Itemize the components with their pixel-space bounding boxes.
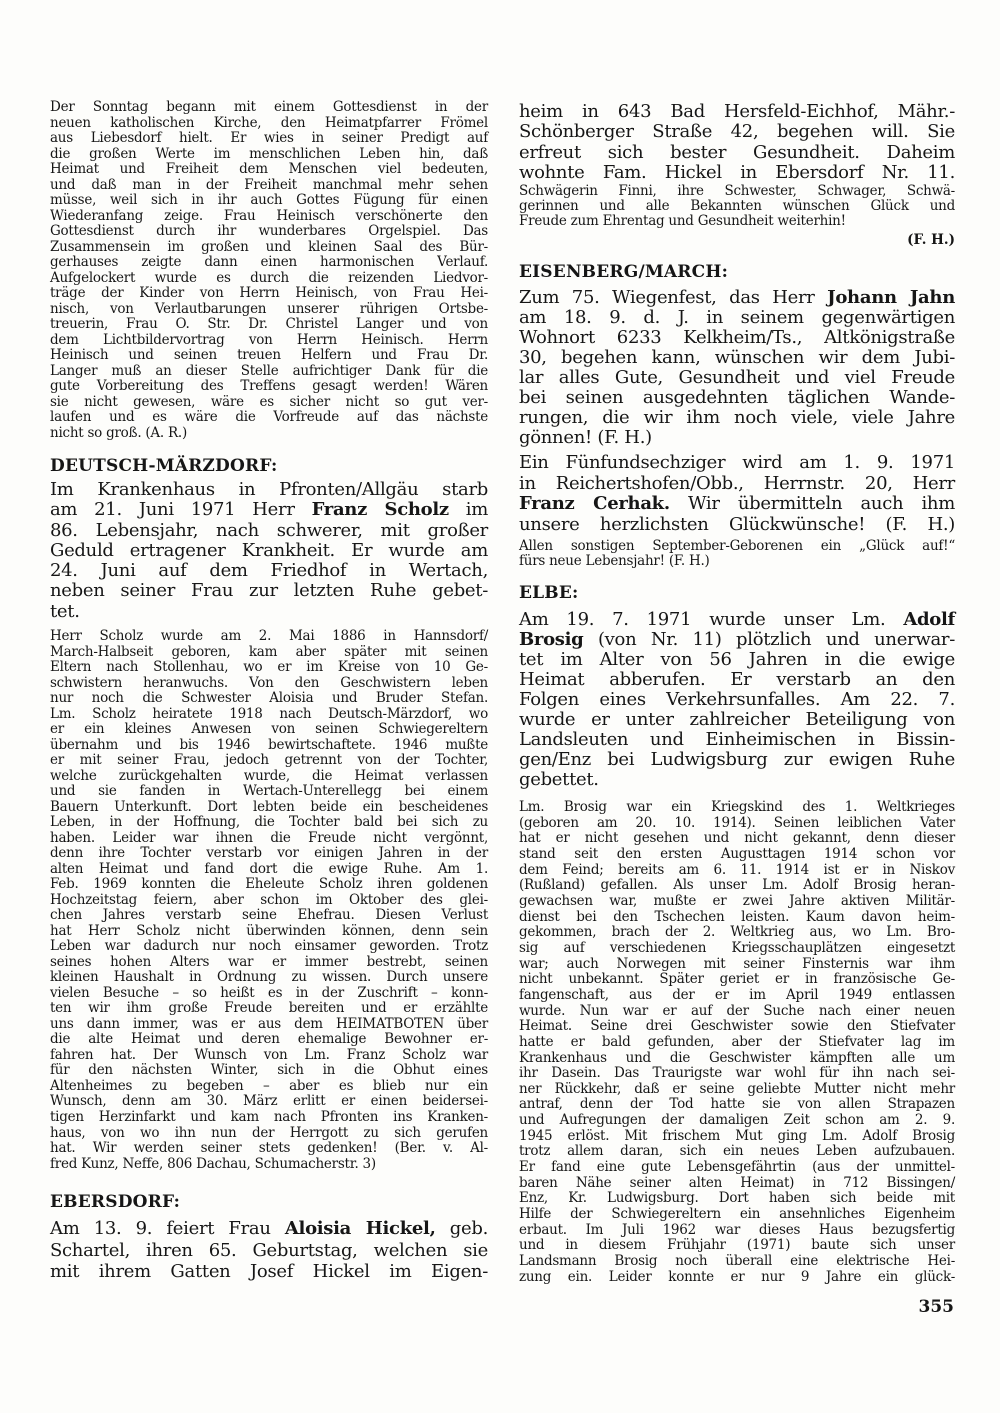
text-line: Folgen eines Verkehrsunfalles. Am 22. 7. — [519, 689, 955, 710]
text-line: fred Kunz, Neffe, 806 Dachau, Schumacherstr. 3) — [50, 1155, 376, 1172]
text-line: Wiederanfang zeige. Frau Heinisch verschönerte den — [50, 207, 488, 224]
paragraph-september-wishes — [519, 539, 955, 569]
text-line: gekommen, brach der 2. Weltkrieg aus, wo Lm. Bro- — [519, 924, 955, 941]
text-line: wurde. Nun war er auf der Suche nach einer neuen — [519, 1002, 955, 1019]
text-line: dem Lichtbildervortrag von Herrn Heinisch. Herrn — [50, 331, 488, 348]
section-heading-elbe: ELBE: — [519, 583, 579, 603]
text-line: Im Krankenhaus in Pfronten/Allgäu starb — [50, 479, 488, 500]
text-line: und daß man in der Freiheit manchmal mehr sehen — [50, 176, 488, 193]
author-signature: (F. H.) — [907, 232, 955, 248]
text-line: Schönberger Straße 42, begehen will. Sie — [519, 121, 955, 143]
text-line: neuen katholischen Kirche, den Heimatpfarrer Frömel — [50, 114, 488, 131]
text-line: tet. — [50, 600, 80, 622]
text-line: (Rußland) gefallen. Als unser Lm. Adolf Brosig heran- — [519, 877, 955, 894]
text-line: Heimat abberufen. Er verstarb an den — [519, 669, 955, 690]
text-line: Heimat. Seine drei Geschwister sowie den Stiefvater — [519, 1018, 955, 1035]
text-line: Herr Scholz wurde am 2. Mai 1886 in Hannsdorf/ — [50, 628, 488, 644]
text-line: unsere herzlichsten Glückwünsche! (F. H.) — [519, 514, 955, 536]
text-line: Wohnort 6233 Kelkheim/Ts., Altkönigstraße — [519, 327, 955, 348]
text-line: Zum 75. Wiegenfest, das Herr Johann Jahn — [519, 287, 955, 308]
text-line: mit ihrem Gatten Josef Hickel im Eigen- — [50, 1261, 488, 1282]
text-line: wohnte Fam. Hickel in Ebersdorf Nr. 11. — [519, 161, 955, 183]
text-line: Eltern nach Stollenhau, wo er im Kreise von 10 Ge- — [50, 659, 488, 676]
text-line: gönnen! (F. H.) — [519, 427, 652, 448]
text-line: hatte er bald gefunden, aber der Stiefvater lag im — [519, 1033, 955, 1050]
text-line: wurde er unter zahlreicher Beteiligung von — [519, 709, 955, 730]
text-line: hat Herr Scholz nicht überwinden können, denn sein — [50, 922, 488, 939]
text-line: nicht so groß. (A. R.) — [50, 424, 187, 441]
text-line: übernahm und bis 1946 bewirtschaftete. 1946 mußte — [50, 736, 488, 753]
text-line: erbaut. Im Juli 1962 war dieses Haus bezugsfertig — [519, 1221, 955, 1238]
text-line: gerinnen und alle Bekannten wünschen Glück und — [519, 198, 955, 214]
text-line: nisch, von Verlautbarungen unserer rührigen Ortsbe- — [50, 300, 488, 317]
text-line: Brosig (von Nr. 11) plötzlich und unerwar- — [519, 629, 955, 650]
text-line: chen Jahres verstarb seine Ehefrau. Diesen Verlust — [50, 907, 488, 924]
text-line: Langer muß an dieser Stelle aufrichtiger Dank für die — [50, 362, 488, 379]
text-line: treuerin, Frau O. Str. Dr. Christel Langer und von — [50, 316, 488, 332]
text-line: aus Liebesdorf hielt. Er wies in seiner Predigt auf — [50, 130, 488, 146]
text-line: Schwägerin Finni, ihre Schwester, Schwager, Schwä- — [519, 183, 955, 199]
paragraph-birthday-cerhak — [519, 453, 955, 536]
text-line: die großen Werte im menschlichen Leben hin, daß — [50, 145, 488, 162]
text-line: denn ihre Tochter verstarb vor einigen Jahren in der — [50, 845, 488, 862]
text-line: Leben war dadurch nur noch einsamer geworden. Trotz — [50, 938, 488, 955]
text-line: nur noch die Schwester Aloisia und Bruder Stefan. — [50, 690, 488, 707]
text-line: erfreut sich bester Gesundheit. Daheim — [519, 141, 955, 163]
text-line: neben seiner Frau zur letzten Ruhe gebet- — [50, 580, 488, 602]
paragraph-brosig-biography — [519, 800, 955, 1285]
text-line: haus, von wo ihn nun der Herrgott zu sich gerufen — [50, 1124, 488, 1141]
text-line: fürs neue Lebensjahr! (F. H.) — [519, 553, 710, 569]
text-line: und sie fanden in Wertach-Unterellegg bei einem — [50, 783, 488, 800]
text-line: und in diesem Frühjahr (1971) baute sich unser — [519, 1237, 955, 1254]
text-line: Heinisch und seinen treuen Helfern und Frau Dr. — [50, 347, 488, 363]
text-line: und Aufregungen der damaligen Zeit schon am 2. 9. — [519, 1112, 955, 1129]
paragraph-obituary-scholz — [50, 480, 488, 622]
section-heading-eisenberg-march: EISENBERG/MARCH: — [519, 262, 729, 282]
text-line: Zusammensein im großen und kleinen Saal des Bür- — [50, 238, 488, 255]
text-line: bei seinen ausgedehnten täglichen Wande- — [519, 387, 955, 408]
text-line: 24. Juni auf dem Friedhof in Wertach, — [50, 560, 488, 582]
text-line: 86. Lebensjahr, nach schwerer, mit großer — [50, 519, 488, 541]
paragraph-hickel-wishes — [519, 184, 955, 229]
text-line: 30, begehen kann, wünschen wir dem Jubi- — [519, 347, 955, 368]
text-line: Gottesdienst durch ihr wunderbares Orgelspiel. Das — [50, 223, 488, 239]
text-line: Leben, in der Hoffnung, die Tochter bald bei sich zu — [50, 814, 488, 831]
section-heading-ebersdorf: EBERSDORF: — [50, 1192, 181, 1212]
text-line: zung ein. Leider konnte er nur 9 Jahre ein glück- — [519, 1268, 955, 1285]
text-line: fangenschaft, aus der er im April 1949 entlassen — [519, 986, 955, 1003]
text-line: Franz Cerhak. Wir übermitteln auch ihm — [519, 493, 955, 515]
text-line: die alte Heimat und deren ehemalige Bewohner er- — [50, 1031, 488, 1048]
text-line: Lm. Brosig war ein Kriegskind des 1. Weltkrieges — [519, 799, 955, 815]
text-line: 1945 erlöst. Mit frischem Mut ging Lm. Adolf Brosig — [519, 1127, 955, 1144]
text-line: gute Vorbereitung des Treffens gesagt werden! Wären — [50, 378, 488, 394]
text-line: gewachsen war, mußte er zwei Jahre aktiven Militär- — [519, 892, 955, 909]
text-line: Er fand eine gute Lebensgefährtin (aus der unmittel- — [519, 1159, 955, 1176]
text-line: Altenheimes zu begeben – aber es blieb nur ein — [50, 1077, 488, 1094]
text-line: antraf, denn der Tod hatte sie von allen Strapazen — [519, 1096, 955, 1113]
text-line: Heimat und Freiheit dem Menschen viel bedeuten, — [50, 161, 488, 177]
text-line: fahren hat. Der Wunsch von Lm. Franz Scholz war — [50, 1046, 488, 1063]
text-line: March-Halbseit geboren, kam aber später mit seinen — [50, 643, 488, 660]
paragraph-birthday-hickel — [50, 1218, 488, 1283]
text-line: in Reichertshofen/Obb., Herrnstr. 20, Herr — [519, 472, 955, 494]
text-line: Schartel, ihren 65. Geburtstag, welchen sie — [50, 1239, 488, 1261]
page-number: 355 — [918, 1297, 954, 1317]
text-line: er ein kleines Anwesen von seinen Schwiegereltern — [50, 721, 488, 738]
text-line: er mit seiner Frau, jedoch getrennt von der Tochter, — [50, 752, 488, 769]
text-line: Ein Fünfundsechziger wird am 1. 9. 1971 — [519, 452, 955, 473]
text-line: Lm. Scholz heiratete 1918 nach Deutsch-Märzdorf, wo — [50, 705, 488, 722]
text-line: Landsmann Brosig noch überall eine elektrische Hei- — [519, 1253, 955, 1270]
text-line: vielen Besuche – so heißt es in der Zuschrift – konn- — [50, 984, 488, 1001]
text-line: seines hohen Alters war er immer bestrebt, seinen — [50, 953, 488, 970]
text-line: ten wir ihm große Freude bereiten und er erzählte — [50, 1000, 488, 1017]
text-line: haben. Leider war ihnen die Freude nicht vergönnt, — [50, 829, 488, 846]
text-line: ner Rückkehr, daß er seine geliebte Mutter nicht mehr — [519, 1080, 955, 1097]
text-line: heim in 643 Bad Hersfeld-Eichhof, Mähr.- — [519, 101, 955, 122]
text-line: hat. Wir werden seiner stets gedenken! (Ber. v. Al- — [50, 1140, 488, 1157]
text-line: Bauern Unterkunft. Dort lebten beide ein bescheidenes — [50, 798, 488, 815]
text-line: Krankenhaus und die Geschwister kämpften alle um — [519, 1049, 955, 1066]
text-line: tet im Alter von 56 Jahren in die ewige — [519, 649, 955, 670]
text-line: dem Feind; bereits am 6. 11. 1914 ist er in Niskov — [519, 861, 955, 878]
text-line: schwistern heranwuchs. Von den Geschwistern leben — [50, 674, 488, 691]
text-line: hat er nicht gesehen und nicht gekannt, denn dieser — [519, 830, 955, 847]
paragraph-hickel-continued — [519, 102, 955, 183]
section-heading-deutsch-maerzdorf: DEUTSCH-MÄRZDORF: — [50, 456, 278, 476]
text-line: stand seit den ersten Augusttagen 1914 schon vor — [519, 845, 955, 862]
text-line: gebettet. — [519, 769, 599, 790]
text-line: (geboren am 20. 10. 1914). Seinen leiblichen Vater — [519, 814, 955, 831]
text-line: laufen und es wäre die Vorfreude auf das nächste — [50, 409, 488, 425]
paragraph-birthday-jahn — [519, 288, 955, 448]
text-line: Enz, Kr. Ludwigsburg. Dort haben sich beide mit — [519, 1190, 955, 1207]
text-line: gerhauses zeigte dann einen harmonischen Verlauf. — [50, 254, 488, 270]
text-line: Der Sonntag begann mit einem Gottesdienst in der — [50, 99, 488, 115]
text-line: dienst bei den Tschechen leisten. Kaum davon heim- — [519, 908, 955, 925]
text-line: lar alles Gute, Gesundheit und viel Freude — [519, 367, 955, 388]
text-line: Freude zum Ehrentag und Gesundheit weiterhin! — [519, 213, 846, 229]
text-line: war; auch Norwegen mit seiner Finsternis war ihm — [519, 955, 955, 972]
text-line: gen/Enz bei Ludwigsburg zur ewigen Ruhe — [519, 749, 955, 770]
text-line: träge der Kinder von Herrn Heinisch, von Frau Hei- — [50, 285, 488, 301]
text-line: Allen sonstigen September-Geborenen ein „Glück auf!“ — [519, 538, 955, 554]
text-line: Am 13. 9. feiert Frau Aloisia Hickel, geb. — [50, 1218, 488, 1239]
text-line: trotz allem daran, sich ein neues Leben aufzubauen. — [519, 1143, 955, 1160]
text-line: ihr Dasein. Das Traurigste war wohl für ihn nach sei- — [519, 1065, 955, 1082]
text-line: für den nächsten Winter, sich in die Obhut eines — [50, 1062, 488, 1079]
text-line: kleinen Haushalt in Ordnung zu wissen. Durch unsere — [50, 969, 488, 986]
paragraph-obituary-brosig — [519, 610, 955, 790]
text-line: alten Heimat und fand dort die ewige Ruhe. Am 1. — [50, 860, 488, 877]
text-line: Feb. 1969 konnten die Eheleute Scholz ihren goldenen — [50, 876, 488, 893]
text-line: rungen, die wir ihm noch viele, viele Jahre — [519, 407, 955, 428]
text-line: welche zurückgehalten wurde, die Heimat verlassen — [50, 767, 488, 784]
text-line: Am 19. 7. 1971 wurde unser Lm. Adolf — [519, 609, 955, 630]
text-line: baren Nähe seiner alten Heimat) in 712 Bissingen/ — [519, 1174, 955, 1191]
paragraph-meeting-report — [50, 100, 488, 441]
text-line: Geduld ertragener Krankheit. Er wurde am — [50, 539, 488, 561]
text-line: sie nicht gewesen, wäre es sicher nicht so gut ver- — [50, 393, 488, 410]
text-line: müsse, weil sich in ihr auch Gottes Fügung für einen — [50, 192, 488, 208]
text-line: sig auf verschiedenen Kriegsschauplätzen eingesetzt — [519, 939, 955, 956]
text-line: Aufgelockert wurde es durch die reizenden Liedvor- — [50, 269, 488, 286]
text-line: Hochzeitstag feiern, aber schon im Oktober des glei- — [50, 891, 488, 908]
text-line: am 18. 9. d. J. in seinem gegenwärtigen — [519, 307, 955, 328]
text-line: Hilfe der Schwiegereltern ein ansehnliches Eigenheim — [519, 1206, 955, 1223]
paragraph-scholz-biography — [50, 629, 488, 1172]
text-line: tigen Herzinfarkt und kam nach Pfronten ins Kranken- — [50, 1108, 488, 1125]
text-line: Landsleuten und Einheimischen in Bissin- — [519, 729, 955, 750]
text-line: Wunsch, denn am 30. März erlitt er einen beidersei- — [50, 1093, 488, 1110]
text-line: am 21. Juni 1971 Herr Franz Scholz im — [50, 499, 488, 521]
text-line: nicht unbekannt. Später geriet er in französische Ge- — [519, 971, 955, 988]
text-line: uns dann immer, was er aus dem HEIMATBOTEN über — [50, 1015, 488, 1032]
